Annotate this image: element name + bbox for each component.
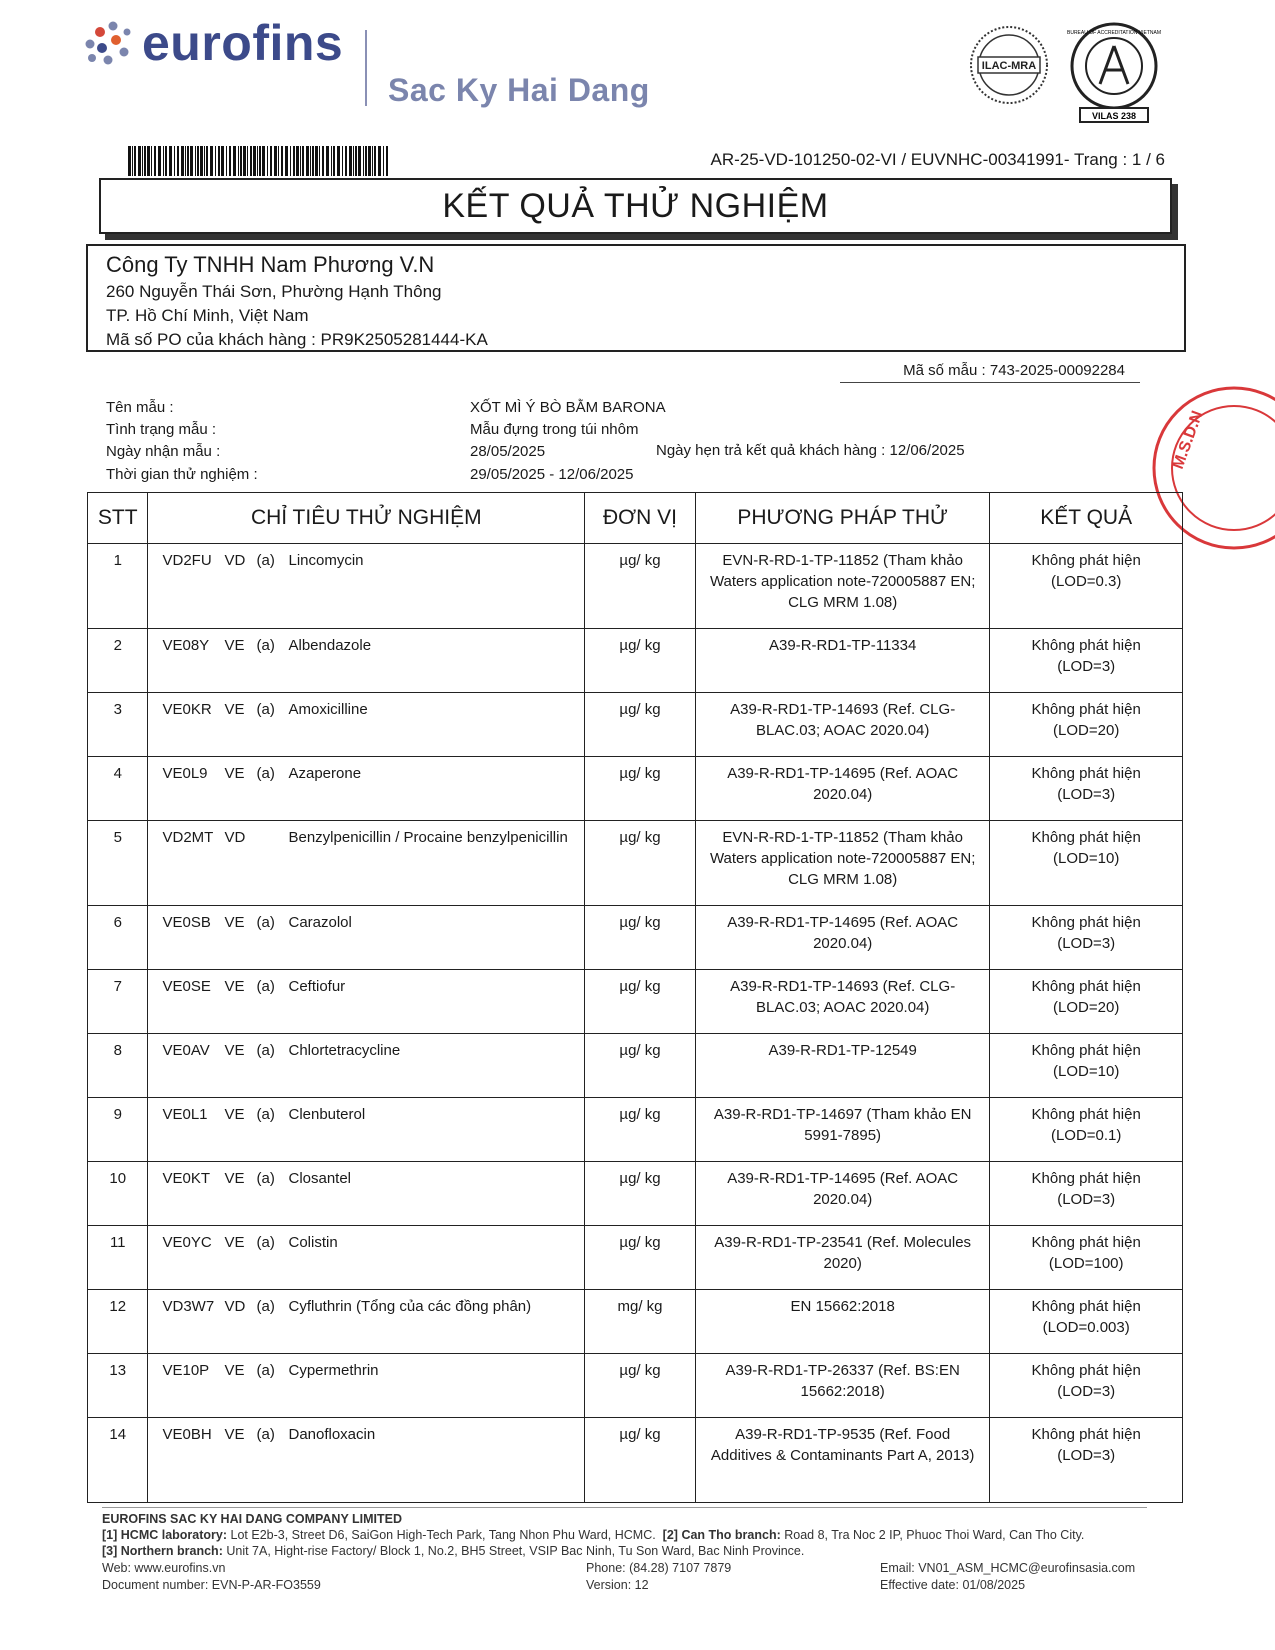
row-unit: µg/ kg — [585, 1098, 696, 1162]
sample-number-underline — [840, 382, 1140, 383]
row-method: EN 15662:2018 — [695, 1290, 989, 1354]
row-result: Không phát hiện — [1031, 829, 1141, 846]
row-name: Amoxicilline — [288, 701, 368, 718]
customer-po: Mã số PO của khách hàng : PR9K2505281444-KA — [106, 330, 488, 349]
bureau-accreditation-seal-icon — [1068, 20, 1160, 124]
row-name: Colistin — [288, 1234, 338, 1251]
row-group: VE — [224, 701, 245, 718]
row-group: VE — [224, 637, 245, 654]
seal-2-label: VILAS 238 — [1091, 111, 1137, 121]
table-row — [88, 970, 1183, 1034]
row-accreditation-mark: (a) — [256, 1426, 275, 1443]
row-code: VD2MT — [162, 829, 214, 846]
row-parameter — [148, 1226, 585, 1290]
row-stt: 7 — [88, 970, 148, 1034]
row-code: VD3W7 — [162, 1298, 215, 1315]
row-unit: µg/ kg — [585, 757, 696, 821]
row-stt: 2 — [88, 629, 148, 693]
row-code: VE0BH — [162, 1426, 212, 1443]
row-group: VE — [224, 1362, 245, 1379]
page-title: KẾT QUẢ THỬ NGHIỆM — [442, 186, 829, 225]
row-lod: (LOD=3) — [1057, 1191, 1116, 1208]
row-code: VE0L1 — [162, 1106, 208, 1123]
table-row — [88, 629, 1183, 693]
row-lod: (LOD=3) — [1057, 786, 1116, 803]
footer-docno: Document number: EVN-P-AR-FO3559 — [102, 1578, 321, 1592]
row-group: VE — [224, 914, 245, 931]
row-stt: 13 — [88, 1354, 148, 1418]
row-unit: µg/ kg — [585, 906, 696, 970]
received-date-label: Ngày nhận mẫu : — [106, 443, 221, 460]
row-accreditation-mark: (a) — [256, 1234, 275, 1251]
row-lod: (LOD=10) — [1053, 1063, 1120, 1080]
row-result: Không phát hiện — [1031, 765, 1141, 782]
footer-branches-1 — [102, 1528, 1162, 1542]
footer-cantho-label: Can Tho branch: — [681, 1528, 781, 1542]
table-row — [88, 1354, 1183, 1418]
row-parameter — [148, 693, 585, 757]
test-period-label: Thời gian thử nghiệm : — [106, 466, 258, 483]
row-lod: (LOD=20) — [1053, 722, 1120, 739]
row-unit: µg/ kg — [585, 970, 696, 1034]
row-accreditation-mark: (a) — [256, 701, 275, 718]
table-row — [88, 1290, 1183, 1354]
row-lod: (LOD=3) — [1057, 658, 1116, 675]
row-name: Cyfluthrin (Tổng của các đồng phân) — [288, 1298, 532, 1315]
row-result-cell — [990, 1290, 1183, 1354]
row-stt: 14 — [88, 1418, 148, 1503]
row-method: A39-R-RD1-TP-14695 (Ref. AOAC 2020.04) — [695, 1162, 989, 1226]
row-stt: 11 — [88, 1226, 148, 1290]
customer-box — [86, 244, 1186, 352]
row-name: Closantel — [288, 1170, 352, 1187]
footer-version: Version: 12 — [586, 1578, 649, 1592]
row-code: VE0AV — [162, 1042, 210, 1059]
results-table — [87, 492, 1183, 1503]
row-accreditation-mark: (a) — [256, 1106, 275, 1123]
row-result-cell — [990, 906, 1183, 970]
row-result-cell — [990, 1354, 1183, 1418]
header-stt: STT — [88, 493, 148, 544]
row-accreditation-mark: (a) — [256, 1298, 275, 1315]
row-result: Không phát hiện — [1031, 1042, 1141, 1059]
row-group: VE — [224, 1042, 245, 1059]
row-parameter — [148, 1290, 585, 1354]
row-result: Không phát hiện — [1031, 1362, 1141, 1379]
row-stt: 4 — [88, 757, 148, 821]
header-parameter: CHỈ TIÊU THỬ NGHIỆM — [148, 493, 585, 544]
row-result: Không phát hiện — [1031, 1170, 1141, 1187]
row-parameter — [148, 544, 585, 629]
row-code: VE0KT — [162, 1170, 211, 1187]
footer-northern-label: Northern branch: — [120, 1544, 223, 1558]
row-unit: µg/ kg — [585, 629, 696, 693]
row-result: Không phát hiện — [1031, 914, 1141, 931]
row-unit: µg/ kg — [585, 1226, 696, 1290]
row-name: Danofloxacin — [288, 1426, 376, 1443]
footer-cantho-address: Road 8, Tra Noc 2 IP, Phuoc Thoi Ward, Can Tho City. — [784, 1528, 1085, 1542]
customer-address-1: 260 Nguyễn Thái Sơn, Phường Hạnh Thông — [106, 282, 442, 301]
row-method: EVN-R-RD-1-TP-11852 (Tham khảo Waters application note-720005887 EN; CLG MRM 1.08) — [695, 821, 989, 906]
table-row — [88, 1098, 1183, 1162]
test-period-value: 29/05/2025 - 12/06/2025 — [470, 466, 634, 483]
footer-tag-3: [3] — [102, 1544, 118, 1558]
sample-name-label: Tên mẫu : — [106, 399, 174, 416]
row-result: Không phát hiện — [1031, 1234, 1141, 1251]
table-row — [88, 757, 1183, 821]
row-lod: (LOD=0.1) — [1050, 1127, 1122, 1144]
row-group: VE — [224, 1106, 245, 1123]
ilac-mra-seal-icon — [968, 24, 1050, 106]
row-parameter — [148, 1034, 585, 1098]
table-row — [88, 1162, 1183, 1226]
row-method: A39-R-RD1-TP-23541 (Ref. Molecules 2020) — [695, 1226, 989, 1290]
row-method: A39-R-RD1-TP-14693 (Ref. CLG-BLAC.03; AOAC 2020.04) — [695, 693, 989, 757]
row-lod: (LOD=0.3) — [1050, 573, 1122, 590]
row-result-cell — [990, 1098, 1183, 1162]
row-name: Ceftiofur — [288, 978, 346, 995]
row-parameter — [148, 1098, 585, 1162]
customer-name: Công Ty TNHH Nam Phương V.N — [106, 252, 435, 277]
footer-email: Email: VN01_ASM_HCMC@eurofinsasia.com — [880, 1561, 1136, 1575]
barcode-icon — [128, 146, 391, 176]
row-accreditation-mark: (a) — [256, 552, 275, 569]
row-accreditation-mark: (a) — [256, 1170, 275, 1187]
seal-2-text: BUREAU OF ACCREDITATION VIETNAM — [1067, 30, 1161, 36]
table-row — [88, 693, 1183, 757]
row-result-cell — [990, 544, 1183, 629]
footer-tag-1: [1] — [102, 1528, 118, 1542]
row-group: VD — [224, 829, 246, 846]
row-code: VE0L9 — [162, 765, 208, 782]
table-row — [88, 544, 1183, 629]
row-code: VE0KR — [162, 701, 212, 718]
row-accreditation-mark: (a) — [256, 1042, 275, 1059]
row-result: Không phát hiện — [1031, 1106, 1141, 1123]
footer-divider — [102, 1507, 1147, 1508]
footer-web: Web: www.eurofins.vn — [102, 1561, 226, 1575]
title-box — [99, 178, 1172, 234]
sample-state-label: Tình trạng mẫu : — [106, 421, 217, 438]
row-group: VE — [224, 1234, 245, 1251]
svg-text:M.S.D.N: M.S.D.N — [1169, 408, 1207, 472]
table-row — [88, 1418, 1183, 1503]
row-group: VD — [224, 552, 246, 569]
footer-hcmc-label: HCMC laboratory: — [120, 1528, 228, 1542]
row-method: A39-R-RD1-TP-26337 (Ref. BS:EN 15662:2018) — [695, 1354, 989, 1418]
row-stt: 9 — [88, 1098, 148, 1162]
row-group: VD — [224, 1298, 246, 1315]
seal-1-text: ILAC-MRA — [981, 60, 1037, 72]
report-number: AR-25-VD-101250-02-VI / EUVNHC-00341991- Trang : 1 / 6 — [710, 150, 1165, 169]
logo-divider — [365, 30, 367, 106]
table-row — [88, 821, 1183, 906]
sample-name-value: XỐT MÌ Ý BÒ BẰM BARONA — [470, 399, 666, 416]
row-unit: µg/ kg — [585, 1162, 696, 1226]
row-parameter — [148, 757, 585, 821]
row-result-cell — [990, 693, 1183, 757]
row-result: Không phát hiện — [1031, 701, 1141, 718]
row-parameter — [148, 821, 585, 906]
row-group: VE — [224, 1170, 245, 1187]
row-stt: 5 — [88, 821, 148, 906]
row-result-cell — [990, 1034, 1183, 1098]
row-stt: 6 — [88, 906, 148, 970]
row-method: A39-R-RD1-TP-14693 (Ref. CLG-BLAC.03; AOAC 2020.04) — [695, 970, 989, 1034]
table-row — [88, 906, 1183, 970]
footer-branches-2 — [102, 1544, 804, 1558]
due-date: Ngày hẹn trả kết quả khách hàng : 12/06/2025 — [656, 442, 965, 459]
row-code: VD2FU — [162, 552, 212, 569]
brand-name: eurofins — [142, 15, 344, 71]
row-group: VE — [224, 978, 245, 995]
row-result: Không phát hiện — [1031, 1298, 1141, 1315]
row-lod: (LOD=100) — [1048, 1255, 1124, 1272]
header-unit: ĐƠN VỊ — [585, 493, 696, 544]
row-name: Cypermethrin — [288, 1362, 379, 1379]
row-result-cell — [990, 757, 1183, 821]
row-name: Lincomycin — [288, 552, 364, 569]
row-accreditation-mark: (a) — [256, 914, 275, 931]
footer-tag-2: [2] — [662, 1528, 678, 1542]
row-unit: µg/ kg — [585, 544, 696, 629]
table-row — [88, 1034, 1183, 1098]
footer-effective: Effective date: 01/08/2025 — [880, 1578, 1026, 1592]
row-result-cell — [990, 1226, 1183, 1290]
row-name: Albendazole — [288, 637, 372, 654]
row-parameter — [148, 1162, 585, 1226]
row-method: A39-R-RD1-TP-14695 (Ref. AOAC 2020.04) — [695, 757, 989, 821]
row-lod: (LOD=3) — [1057, 1447, 1116, 1464]
row-result: Không phát hiện — [1031, 637, 1141, 654]
row-method: EVN-R-RD-1-TP-11852 (Tham khảo Waters application note-720005887 EN; CLG MRM 1.08) — [695, 544, 989, 629]
row-unit: mg/ kg — [585, 1290, 696, 1354]
row-unit: µg/ kg — [585, 1034, 696, 1098]
row-accreditation-mark: (a) — [256, 1362, 275, 1379]
row-name: Benzylpenicillin / Procaine benzylpenicillin — [288, 829, 568, 846]
sub-brand: Sac Ky Hai Dang — [388, 72, 650, 108]
row-code: VE0SB — [162, 914, 211, 931]
row-group: VE — [224, 1426, 245, 1443]
row-parameter — [148, 629, 585, 693]
row-result-cell — [990, 629, 1183, 693]
row-code: VE10P — [162, 1362, 210, 1379]
row-accreditation-mark: (a) — [256, 978, 275, 995]
header-result: KẾT QUẢ — [990, 493, 1183, 544]
row-stt: 1 — [88, 544, 148, 629]
footer-company: EUROFINS SAC KY HAI DANG COMPANY LIMITED — [102, 1512, 403, 1526]
row-lod: (LOD=0.003) — [1042, 1319, 1130, 1336]
row-stt: 10 — [88, 1162, 148, 1226]
row-unit: µg/ kg — [585, 821, 696, 906]
table-row — [88, 1226, 1183, 1290]
row-group: VE — [224, 765, 245, 782]
row-result: Không phát hiện — [1031, 978, 1141, 995]
row-method: A39-R-RD1-TP-12549 — [695, 1034, 989, 1098]
row-lod: (LOD=3) — [1057, 935, 1116, 952]
row-stt: 8 — [88, 1034, 148, 1098]
row-result-cell — [990, 1162, 1183, 1226]
row-result-cell — [990, 970, 1183, 1034]
row-code: VE0YC — [162, 1234, 212, 1251]
footer-phone: Phone: (84.28) 7107 7879 — [586, 1561, 732, 1575]
row-parameter — [148, 1354, 585, 1418]
footer-northern-address: Unit 7A, Hight-rise Factory/ Block 1, No.2, BH5 Street, VSIP Bac Ninh, Tu Son Ward, Bac Ninh Province. — [226, 1544, 805, 1558]
row-name: Clenbuterol — [288, 1106, 366, 1123]
row-accreditation-mark: (a) — [256, 765, 275, 782]
row-lod: (LOD=3) — [1057, 1383, 1116, 1400]
row-parameter — [148, 1418, 585, 1503]
row-result-cell — [990, 821, 1183, 906]
table-header-row — [88, 493, 1183, 544]
row-result: Không phát hiện — [1031, 552, 1141, 569]
row-parameter — [148, 970, 585, 1034]
row-code: VE0SE — [162, 978, 211, 995]
header-method: PHƯƠNG PHÁP THỬ — [695, 493, 989, 544]
row-name: Carazolol — [288, 914, 352, 931]
footer-hcmc-address: Lot E2b-3, Street D6, SaiGon High-Tech Park, Tang Nhon Phu Ward, HCMC. — [230, 1528, 656, 1542]
row-parameter — [148, 906, 585, 970]
row-method: A39-R-RD1-TP-9535 (Ref. Food Additives & Contaminants Part A, 2013) — [695, 1418, 989, 1503]
row-unit: µg/ kg — [585, 1418, 696, 1503]
sample-number: Mã số mẫu : 743-2025-00092284 — [903, 362, 1125, 379]
row-lod: (LOD=20) — [1053, 999, 1120, 1016]
customer-address-2: TP. Hồ Chí Minh, Việt Nam — [106, 306, 309, 325]
row-unit: µg/ kg — [585, 1354, 696, 1418]
row-accreditation-mark — [256, 827, 288, 848]
row-name: Chlortetracycline — [288, 1042, 401, 1059]
row-result-cell — [990, 1418, 1183, 1503]
row-lod: (LOD=10) — [1053, 850, 1120, 867]
row-method: A39-R-RD1-TP-14695 (Ref. AOAC 2020.04) — [695, 906, 989, 970]
row-stt: 12 — [88, 1290, 148, 1354]
received-date-value: 28/05/2025 — [470, 443, 546, 460]
row-accreditation-mark: (a) — [256, 637, 275, 654]
row-method: A39-R-RD1-TP-14697 (Tham khảo EN 5991-7895) — [695, 1098, 989, 1162]
row-method: A39-R-RD1-TP-11334 — [695, 629, 989, 693]
row-unit: µg/ kg — [585, 693, 696, 757]
eurofins-logo-icon — [80, 18, 134, 68]
row-name: Azaperone — [288, 765, 362, 782]
sample-state-value: Mẫu đựng trong túi nhôm — [470, 421, 639, 438]
row-stt: 3 — [88, 693, 148, 757]
row-result: Không phát hiện — [1031, 1426, 1141, 1443]
row-code: VE08Y — [162, 637, 210, 654]
